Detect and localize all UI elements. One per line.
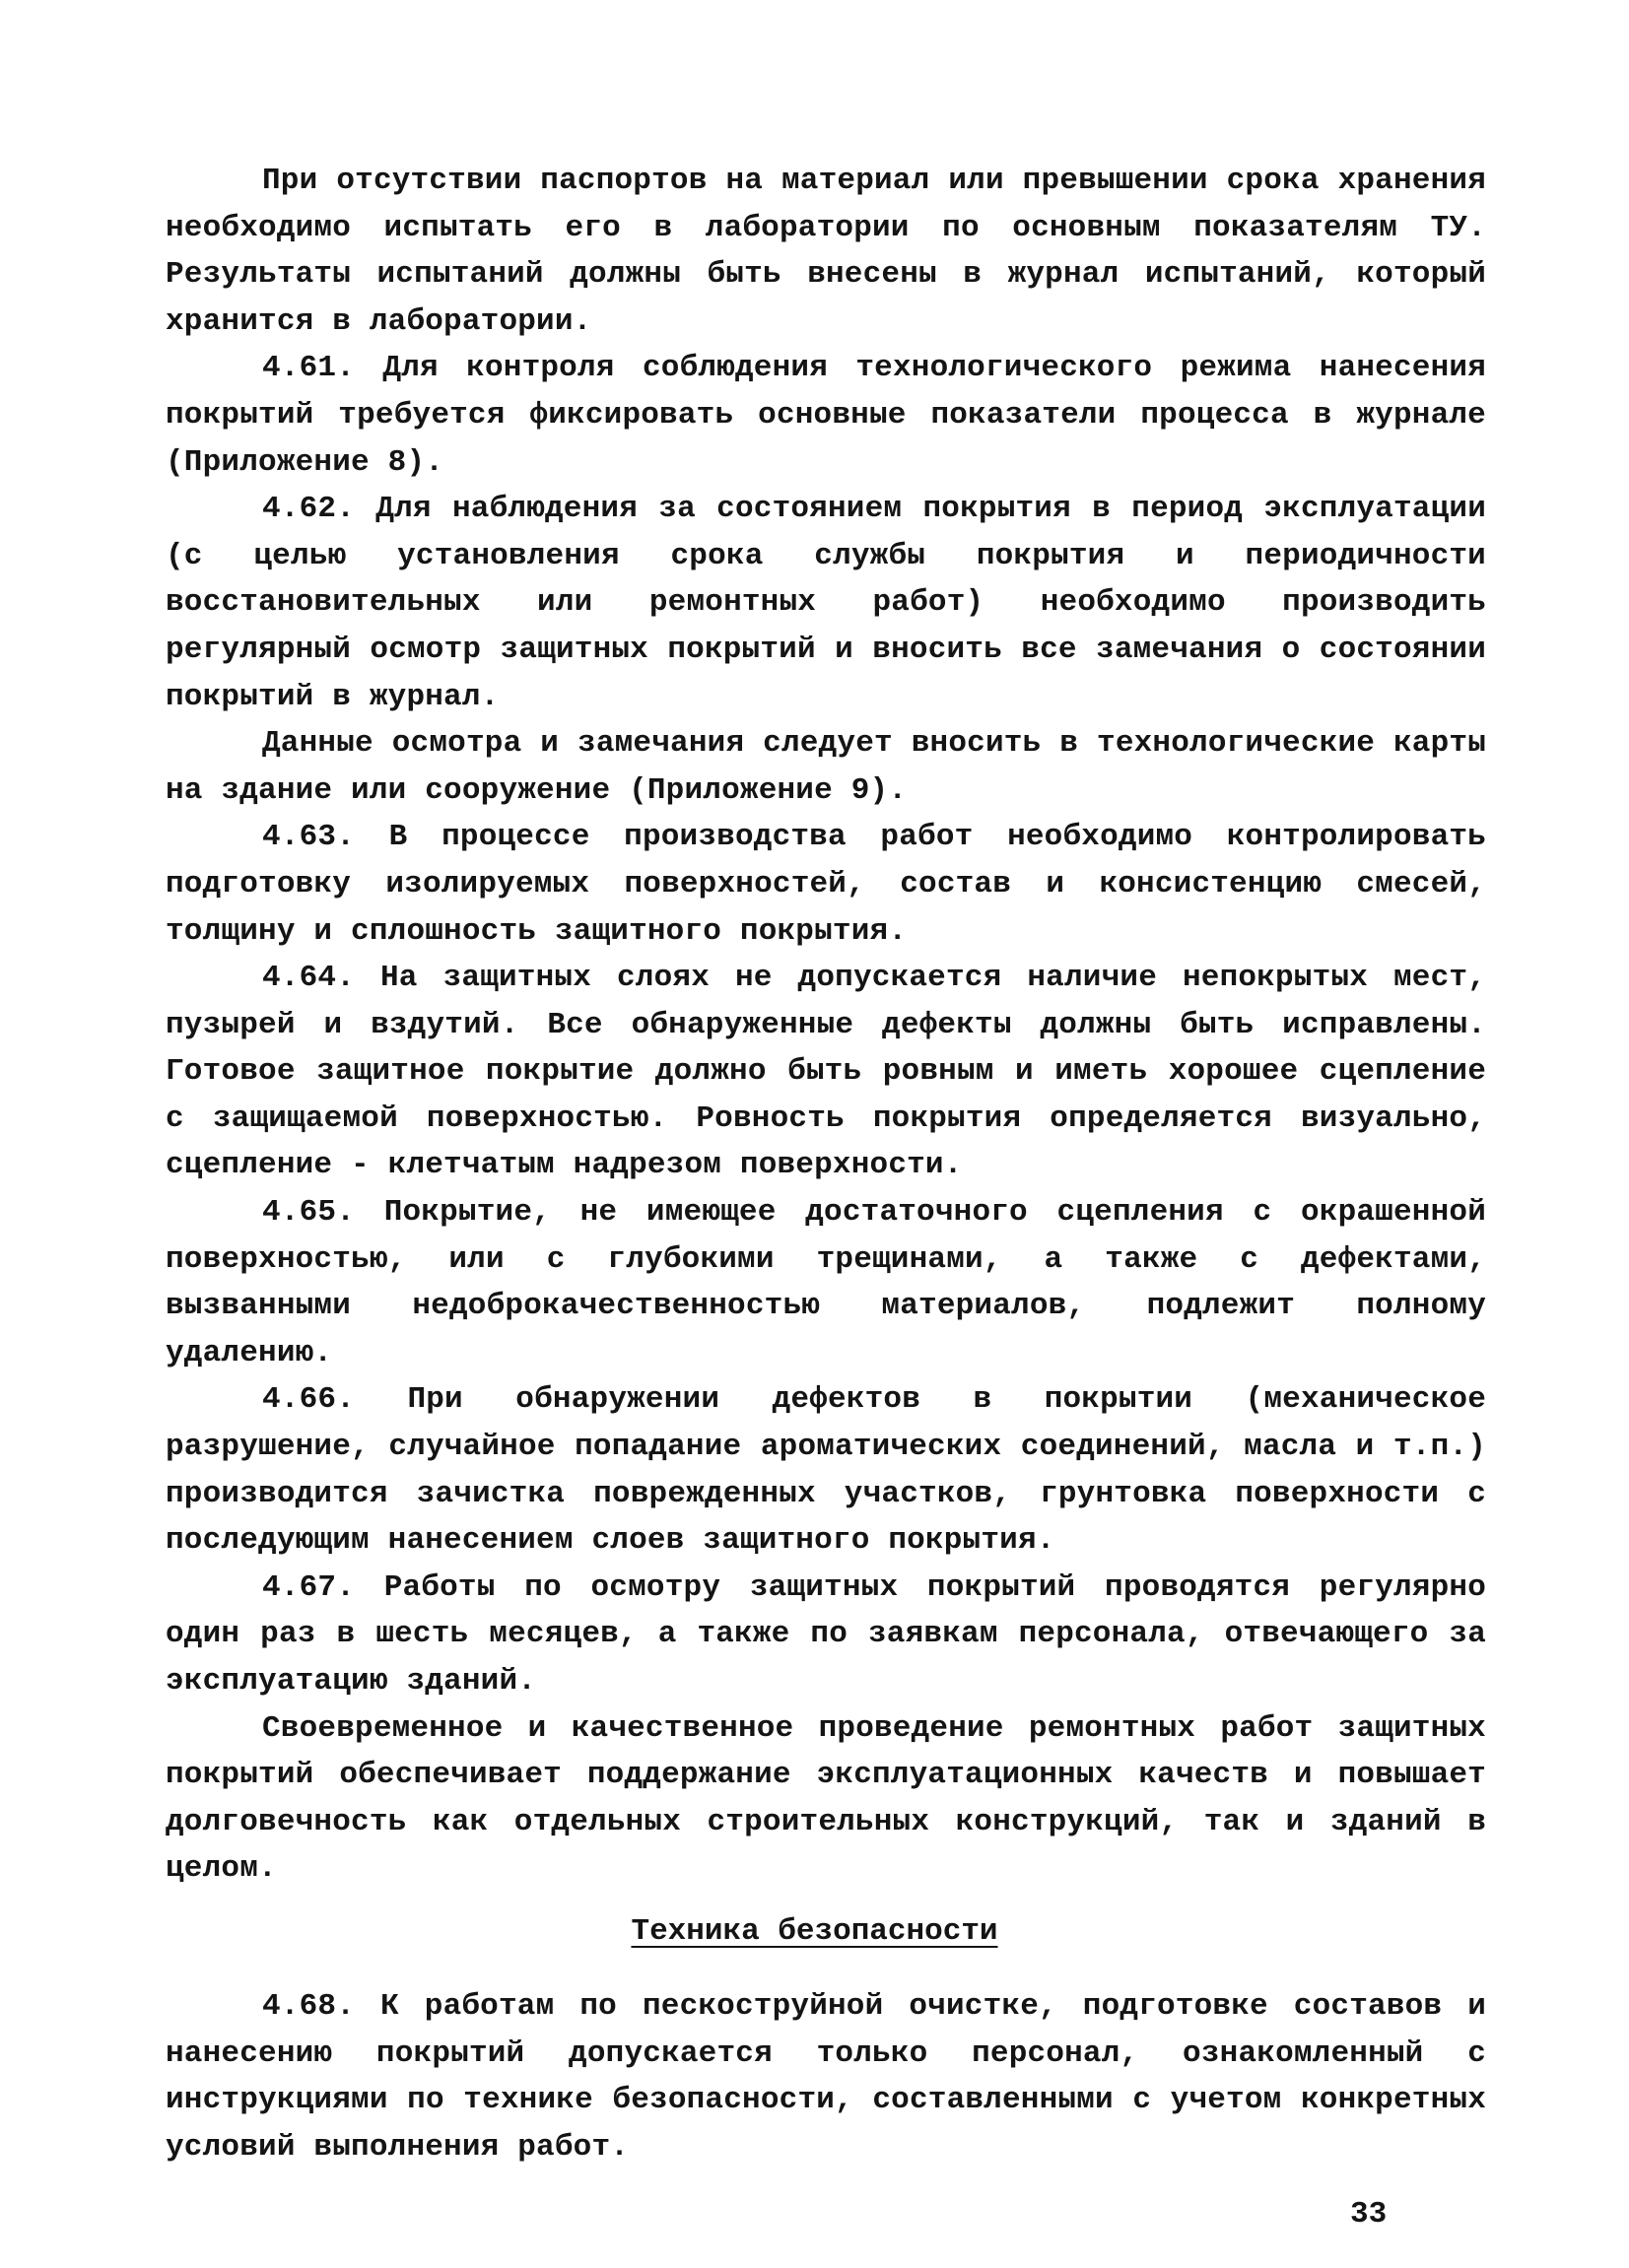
section-heading: [0, 1908, 1629, 1956]
paragraph-4-66: 4.66. При обнаружении дефектов в покрытии (механическое разрушение, случайное попадание ароматических соединений, масла и т.п.) производится зачистка поврежденных участков, грунтовка поверхности с последующим нанесением слоев защитного покрытия.: [166, 1382, 1486, 1559]
page-number: 33: [1350, 2197, 1388, 2232]
paragraph-4-65: 4.65. Покрытие, не имеющее достаточного сцепления с окрашенной поверхностью, или с глубокими трещинами, а также с дефектами, вызванными недоброкачественностью материалов, подлежит полному удалению.: [166, 1195, 1486, 1370]
safety-text: [166, 1983, 1486, 2170]
paragraph-inspection-data: Данные осмотра и замечания следует вносить в технологические карты на здание или сооружение (Приложение 9).: [166, 726, 1486, 808]
paragraph-passport: При отсутствии паспортов на материал или превышении срока хранения необходимо испытать его в лаборатории по основным показателям ТУ. Результаты испытаний должны быть внесены в журнал испытаний, который хранится в лаборатории.: [166, 164, 1486, 339]
paragraph-4-61: 4.61. Для контроля соблюдения технологического режима нанесения покрытий требуется фиксировать основные показатели процесса в журнале (Приложение 8).: [166, 351, 1486, 480]
body-text: [166, 158, 1486, 1893]
paragraph-4-63: 4.63. В процессе производства работ необходимо контролировать подготовку изолируемых поверхностей, состав и консистенцию смесей, толщину и сплошность защитного покрытия.: [166, 820, 1486, 949]
paragraph-4-62: 4.62. Для наблюдения за состоянием покрытия в период эксплуатации (с целью установления срока службы покрытия и периодичности восстановительных или ремонтных работ) необходимо производить регулярный осмотр защитных покрытий и вносить все замечания о состоянии покрытий в журнал.: [166, 492, 1486, 714]
paragraph-repair-works: Своевременное и качественное проведение ремонтных работ защитных покрытий обеспечивает поддержание эксплуатационных качеств и повышает долговечность как отдельных строительных конструкций, так и зданий в целом.: [166, 1710, 1486, 1887]
section-heading-text: Техника безопасности: [631, 1914, 998, 1949]
paragraph-4-67: 4.67. Работы по осмотру защитных покрытий проводятся регулярно один раз в шесть месяцев, а также по заявкам персонала, отвечающего за эксплуатацию зданий.: [166, 1569, 1486, 1699]
paragraph-4-68: 4.68. К работам по пескоструйной очистке, подготовке составов и нанесению покрытий допускается только персонал, ознакомленный с инструкциями по технике безопасности, составленными с учетом конкретных условий выполнения работ.: [166, 1989, 1486, 2165]
paragraph-4-64: 4.64. На защитных слоях не допускается наличие непокрытых мест, пузырей и вздутий. Все обнаруженные дефекты должны быть исправлены. Готовое защитное покрытие должно быть ровным и иметь хорошее сцепление с защищаемой поверхностью. Ровность покрытия определяется визуально, сцепление - клетчатым надрезом поверхности.: [166, 961, 1486, 1183]
